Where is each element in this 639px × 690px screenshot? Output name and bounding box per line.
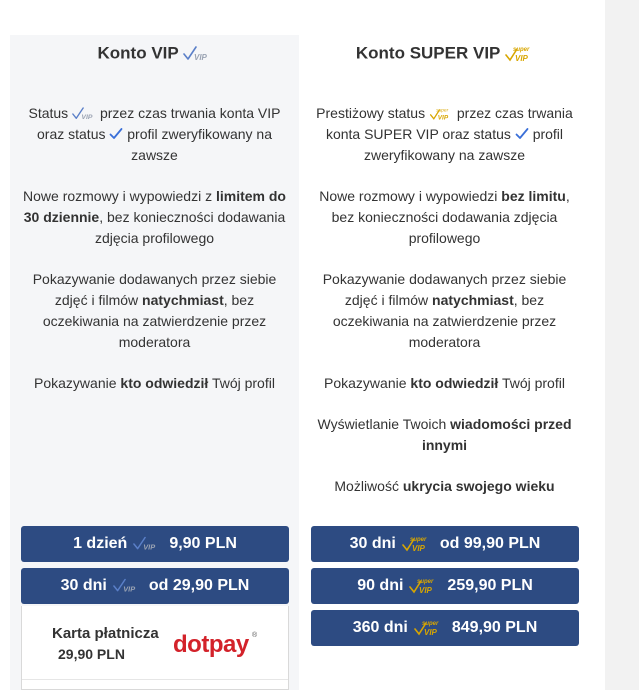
verified-check-icon bbox=[109, 127, 123, 141]
verified-check-icon bbox=[515, 127, 529, 141]
super-vip-plan-column bbox=[300, 35, 589, 690]
payment-method-label: Karta płatnicza bbox=[52, 625, 159, 642]
super-vip-plan-90-days-button[interactable]: 90 dni super VIP 259,90 PLN bbox=[311, 568, 579, 604]
payment-divider bbox=[22, 679, 288, 680]
svg-text:VIP: VIP bbox=[419, 586, 433, 595]
svg-text:super: super bbox=[421, 621, 439, 627]
super-vip-plan-360-days-button[interactable]: 360 dni super VIP 849,90 PLN bbox=[311, 610, 579, 646]
vip-feature-visitors: Pokazywanie kto odwiedził Twój profil bbox=[34, 375, 275, 391]
page-side-strip bbox=[605, 0, 639, 690]
vip-feature-conversations: Nowe rozmowy i wypowiedzi z limitem do 30 dziennie, bez konieczności dodawania zdjęcia profilowego bbox=[23, 188, 286, 246]
svg-text:VIP: VIP bbox=[411, 544, 425, 553]
super-vip-badge-icon bbox=[402, 534, 430, 554]
super-vip-feature-messages-first: Wyświetlanie Twoich wiadomości przed innymi bbox=[317, 416, 572, 453]
super-vip-feature-list bbox=[308, 103, 581, 517]
svg-text:dotpay: dotpay bbox=[173, 631, 249, 658]
vip-badge-icon bbox=[183, 45, 211, 63]
vip-plan-column bbox=[10, 35, 299, 690]
svg-text:®: ® bbox=[252, 632, 258, 639]
super-vip-plan-30-days-button[interactable]: 30 dni super VIP od 99,90 PLN bbox=[311, 526, 579, 562]
super-vip-feature-status: Prestiżowy status super VIP przez czas trwania konta SUPER VIP oraz status profil zweryfikowany na zawsze bbox=[316, 105, 573, 163]
svg-text:super: super bbox=[436, 108, 449, 114]
super-vip-badge-icon bbox=[414, 618, 442, 638]
payment-option-card[interactable] bbox=[21, 606, 289, 690]
svg-text:super: super bbox=[409, 537, 427, 543]
super-vip-badge-icon bbox=[409, 576, 437, 596]
super-vip-badge-icon bbox=[429, 106, 453, 122]
super-vip-badge-icon bbox=[505, 44, 533, 64]
svg-text:VIP: VIP bbox=[423, 628, 437, 637]
vip-feature-status: Status przez czas trwania konta VIP oraz status profil zweryfikowany na zawsze bbox=[28, 105, 281, 163]
svg-text:super: super bbox=[513, 46, 530, 53]
svg-text:VIP: VIP bbox=[515, 53, 529, 63]
super-vip-feature-conversations: Nowe rozmowy i wypowiedzi bez limitu, bez konieczności dodawania zdjęcia profilowego bbox=[319, 188, 570, 246]
vip-plan-30-days-button[interactable]: 30 dni od 29,90 PLN bbox=[21, 568, 289, 604]
vip-badge-icon bbox=[113, 578, 139, 594]
payment-price: 29,90 PLN bbox=[58, 646, 125, 662]
super-vip-feature-hide-age: Możliwość ukrycia swojego wieku bbox=[334, 478, 555, 494]
dotpay-logo-icon bbox=[172, 628, 258, 660]
vip-feature-instant-media: Pokazywanie dodawanych przez siebie zdjęć i filmów natychmiast, bez oczekiwania na zatwierdzenie przez moderatora bbox=[32, 271, 277, 350]
super-vip-plan-title: Konto SUPER VIP super VIP bbox=[300, 41, 589, 66]
vip-badge-icon bbox=[133, 536, 159, 552]
vip-plan-title: Konto VIP bbox=[10, 41, 299, 66]
super-vip-feature-instant-media: Pokazywanie dodawanych przez siebie zdjęć i filmów natychmiast, bez oczekiwania na zatwierdzenie przez moderatora bbox=[322, 271, 567, 350]
svg-text:VIP: VIP bbox=[437, 114, 449, 122]
super-vip-feature-visitors: Pokazywanie kto odwiedził Twój profil bbox=[324, 375, 565, 391]
svg-text:super: super bbox=[417, 579, 434, 585]
vip-badge-icon bbox=[72, 107, 96, 121]
vip-plan-1-day-button[interactable]: 1 dzień 9,90 PLN bbox=[21, 526, 289, 562]
vip-feature-list bbox=[18, 103, 291, 414]
